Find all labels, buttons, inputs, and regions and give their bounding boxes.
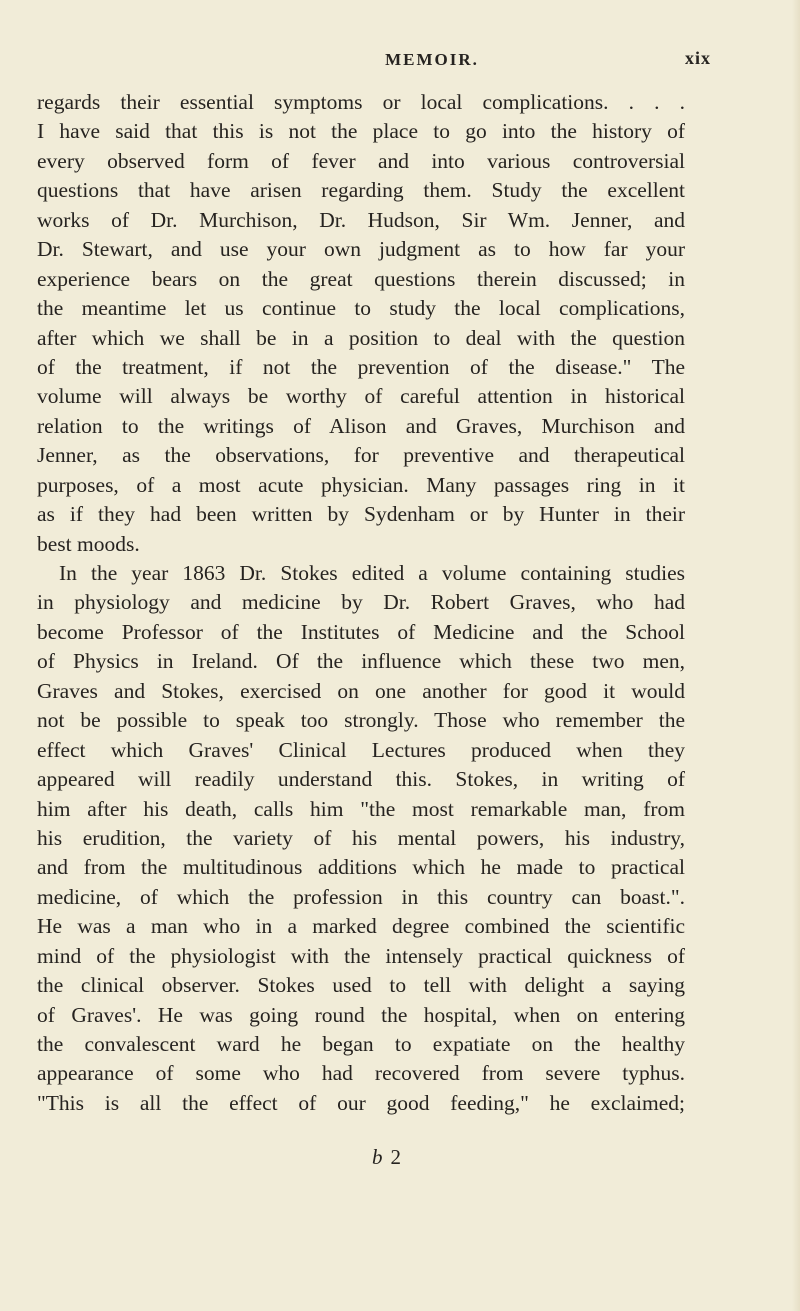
paragraph-first-line: In the year 1863 Dr. Stokes edited a volume containing studies: [59, 561, 685, 585]
text-line: I have said that this is not the place to go into the history of: [37, 119, 685, 144]
signature-letter: b: [372, 1145, 383, 1169]
page-edge-shadow: [792, 0, 800, 1311]
text-line: purposes, of a most acute physician. Many passages ring in it: [37, 472, 685, 497]
text-line: his erudition, the variety of his mental powers, his industry,: [37, 825, 685, 850]
text-line: works of Dr. Murchison, Dr. Hudson, Sir Wm. Jenner, and: [37, 207, 685, 232]
text-line: "This is all the effect of our good feeding," he exclaimed;: [37, 1090, 685, 1115]
text-line: Graves and Stokes, exercised on one another for good it would: [37, 678, 685, 703]
text-line: volume will always be worthy of careful attention in historical: [37, 384, 685, 409]
text-line: the clinical observer. Stokes used to tell with delight a saying: [37, 973, 685, 998]
text-line: appeared will readily understand this. Stokes, in writing of: [37, 767, 685, 792]
text-line: best moods.: [37, 531, 140, 556]
text-line: of Physics in Ireland. Of the influence which these two men,: [37, 649, 685, 674]
text-line: not be possible to speak too strongly. Those who remember the: [37, 708, 685, 733]
text-line: of the treatment, if not the prevention of the disease." The: [37, 354, 685, 379]
text-line: and from the multitudinous additions which he made to practical: [37, 855, 685, 880]
text-line: relation to the writings of Alison and Graves, Murchison and: [37, 413, 685, 438]
text-line: as if they had been written by Sydenham or by Hunter in their: [37, 502, 685, 527]
text-line: medicine, of which the profession in this country can boast.".: [37, 884, 685, 909]
text-line: Dr. Stewart, and use your own judgment as to how far your: [37, 237, 685, 262]
text-line: mind of the physiologist with the intensely practical quickness of: [37, 943, 685, 968]
page-number: xix: [685, 48, 712, 68]
text-line: effect which Graves' Clinical Lectures produced when they: [37, 737, 685, 762]
running-title: MEMOIR.: [385, 50, 479, 69]
text-line: him after his death, calls him "the most remarkable man, from: [37, 796, 685, 821]
signature-number: 2: [390, 1145, 401, 1169]
text-line: after which we shall be in a position to deal with the question: [37, 325, 685, 350]
text-line: Jenner, as the observations, for preventive and therapeutical: [37, 443, 685, 468]
signature-mark: [372, 1145, 401, 1170]
page-header: [0, 48, 800, 76]
text-line: appearance of some who had recovered from severe typhus.: [37, 1061, 685, 1086]
text-line: in physiology and medicine by Dr. Robert Graves, who had: [37, 590, 685, 615]
text-line: questions that have arisen regarding them. Study the excellent: [37, 178, 685, 203]
text-line: He was a man who in a marked degree combined the scientific: [37, 914, 685, 939]
text-line: of Graves'. He was going round the hospital, when on entering: [37, 1002, 685, 1027]
text-line: every observed form of fever and into various controversial: [37, 148, 685, 173]
text-line: become Professor of the Institutes of Medicine and the School: [37, 619, 685, 644]
text-line: regards their essential symptoms or local complications. . . .: [37, 90, 685, 114]
text-line: the convalescent ward he began to expatiate on the healthy: [37, 1032, 685, 1056]
text-line: the meantime let us continue to study the local complications,: [37, 296, 685, 321]
text-line: experience bears on the great questions therein discussed; in: [37, 266, 685, 291]
body-text: [37, 88, 685, 1118]
